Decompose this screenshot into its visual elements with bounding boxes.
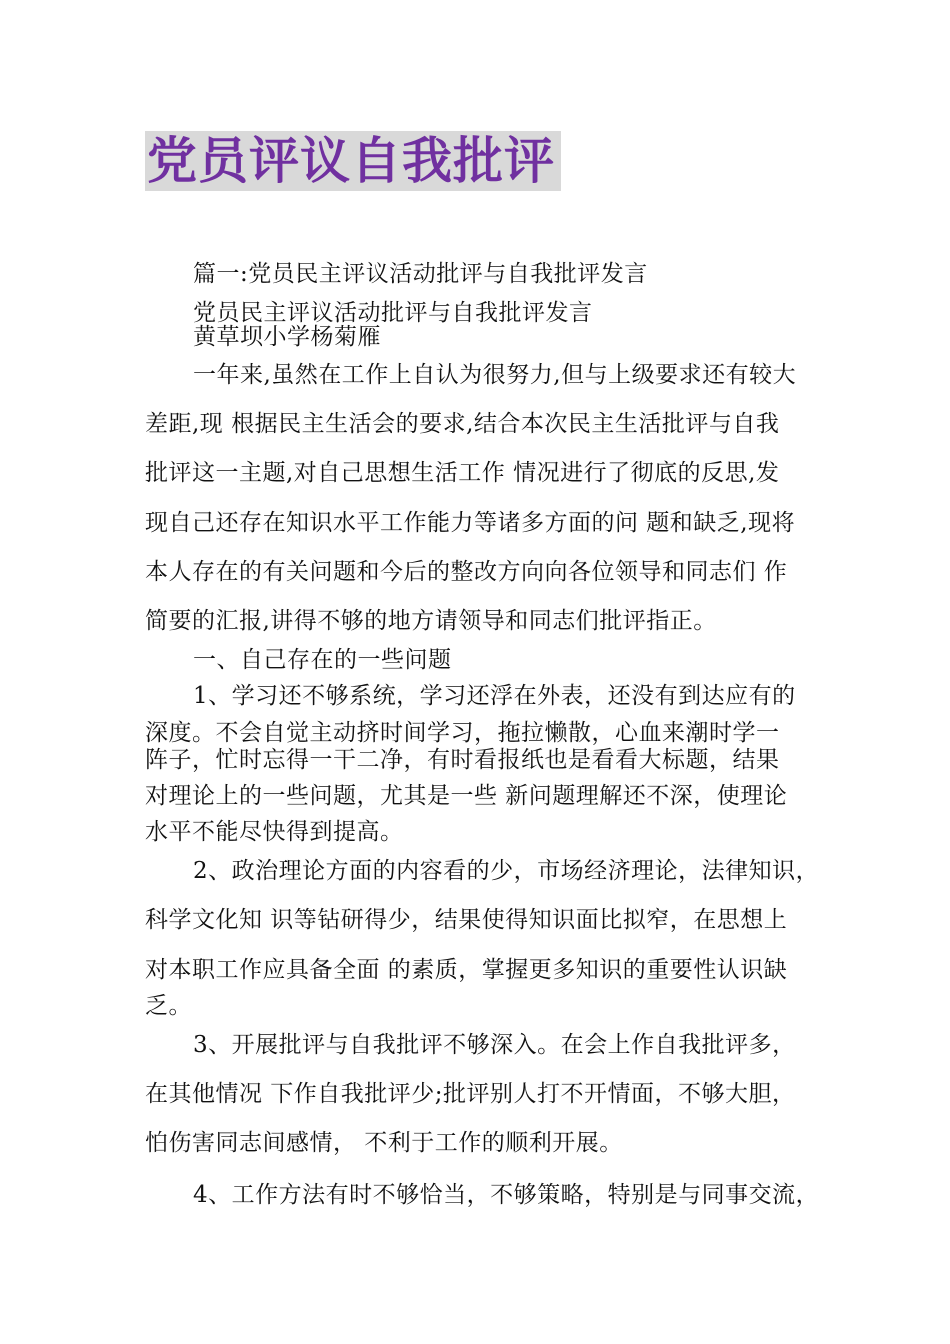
body-line: 怕伤害同志间感情， 不利于工作的顺利开展。 (145, 1130, 623, 1156)
body-line: 本人存在的有关问题和今后的整改方向向各位领导和同志们 作 (145, 559, 788, 585)
document-title: 党员评议自我批评 (145, 131, 561, 191)
body-line: 对本职工作应具备全面 的素质，掌握更多知识的重要性认识缺 (145, 957, 788, 983)
body-line: 对理论上的一些问题，尤其是一些 新问题理解还不深，使理论 (145, 783, 788, 809)
author-line: 黄草坝小学杨菊雁 (193, 324, 381, 350)
body-line: 现自己还存在知识水平工作能力等诸多方面的问 题和缺乏,现将 (145, 510, 796, 536)
body-line: 水平不能尽快得到提高。 (145, 819, 404, 845)
body-line: 差距,现 根据民主生活会的要求,结合本次民主生活批评与自我 (145, 411, 780, 437)
body-line: 一年来,虽然在工作上自认为很努力,但与上级要求还有较大 (193, 362, 797, 388)
section-heading: 篇一:党员民主评议活动批评与自我批评发言 (193, 261, 648, 287)
body-line: 4、工作方法有时不够恰当，不够策略，特别是与同事交流， (193, 1182, 820, 1208)
body-line: 批评这一主题,对自己思想生活工作 情况进行了彻底的反思,发 (145, 460, 780, 486)
body-line: 深度。不会自觉主动挤时间学习，拖拉懒散，心血来潮时学一 (145, 720, 780, 746)
body-line: 在其他情况 下作自我批评少;批评别人打不开情面，不够大胆， (145, 1081, 796, 1107)
body-line: 乏。 (145, 993, 192, 1019)
body-line: 科学文化知 识等钻研得少，结果使得知识面比拟窄，在思想上 (145, 907, 788, 933)
subsection-heading: 一、自己存在的一些问题 (193, 647, 452, 673)
body-line: 阵子，忙时忘得一干二净，有时看报纸也是看看大标题，结果 (145, 747, 780, 773)
body-line: 简要的汇报,讲得不够的地方请领导和同志们批评指正。 (145, 608, 717, 634)
body-line: 2、政治理论方面的内容看的少，市场经济理论，法律知识， (193, 858, 820, 884)
body-line: 3、开展批评与自我批评不够深入。在会上作自我批评多， (193, 1032, 796, 1058)
speech-title: 党员民主评议活动批评与自我批评发言 (193, 300, 593, 326)
body-line: 1、学习还不够系统，学习还浮在外表，还没有到达应有的 (193, 683, 796, 709)
